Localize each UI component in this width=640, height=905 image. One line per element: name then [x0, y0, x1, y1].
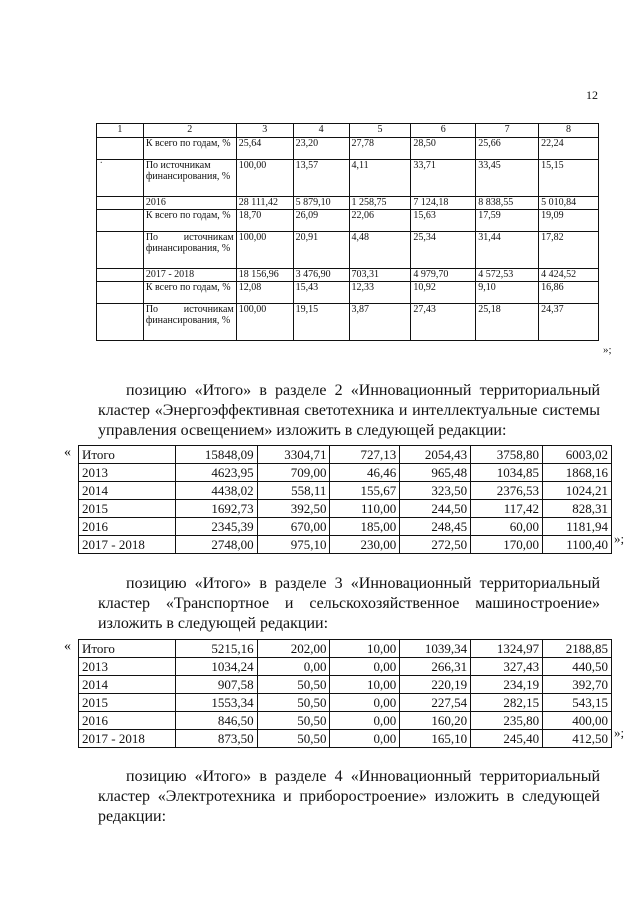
table-cell: 4438,02: [175, 482, 257, 500]
paragraph-text: позицию «Итого» в разделе 2 «Инновационный территориальный кластер «Энергоэффективная светотехника и интеллектуальные системы управления освещением» изложить в следующей редакции:: [98, 382, 600, 439]
table-cell: 0,00: [330, 730, 400, 748]
row-label: 2013: [79, 658, 176, 676]
table-cell: 16,86: [539, 282, 599, 304]
table-cell: 965,48: [400, 464, 471, 482]
table-cell: 12,08: [236, 282, 293, 304]
table-cell: 0,00: [257, 658, 330, 676]
table-cell: 272,50: [400, 536, 471, 554]
table-cell: 12,33: [349, 282, 411, 304]
table-cell: 100,00: [236, 232, 293, 269]
table-cell: 235,80: [471, 712, 543, 730]
table-row: [79, 676, 612, 694]
table-cell: 110,00: [330, 500, 400, 518]
table-cell: 28,50: [411, 138, 476, 160]
table-cell: 1868,16: [543, 464, 612, 482]
table-row: [97, 282, 599, 304]
table-cell: 323,50: [400, 482, 471, 500]
row-label: По источникам финансирования, %: [143, 160, 236, 197]
table-cell: 50,50: [257, 694, 330, 712]
row-label: К всего по годам, %: [143, 138, 236, 160]
table-row: [79, 500, 612, 518]
table-cell: 1034,24: [175, 658, 257, 676]
table-row: [79, 518, 612, 536]
table-cell: 4,48: [349, 232, 411, 269]
table-cell: 1039,34: [400, 640, 471, 658]
paragraph-section-3: [98, 574, 600, 634]
row-label: По источникам финансирования, %: [143, 232, 236, 269]
table-cell: 220,19: [400, 676, 471, 694]
table-cell: 2376,53: [471, 482, 543, 500]
table-cell: 1100,40: [543, 536, 612, 554]
table-cell: 392,50: [257, 500, 330, 518]
table-cell: 8 838,55: [476, 197, 539, 210]
table-row: [97, 232, 599, 269]
opening-quote-mark: «: [64, 445, 71, 460]
table-cell: 60,00: [471, 518, 543, 536]
header-cell: 4: [293, 124, 349, 138]
table-cell: 10,00: [330, 676, 400, 694]
table-cell: 907,58: [175, 676, 257, 694]
header-cell: 2: [143, 124, 236, 138]
table-cell: 20,91: [293, 232, 349, 269]
table-cell: 234,19: [471, 676, 543, 694]
table-cell: [97, 197, 144, 210]
row-label: 2014: [79, 482, 176, 500]
row-label: 2017 - 2018: [143, 269, 236, 282]
table-cell: 3304,71: [257, 446, 330, 464]
table-cell: 1553,34: [175, 694, 257, 712]
header-cell: 6: [411, 124, 476, 138]
section-2-totals-table: [78, 445, 612, 554]
header-cell: 8: [539, 124, 599, 138]
table-cell: 9,10: [476, 282, 539, 304]
table-cell: 558,11: [257, 482, 330, 500]
table-cell: 10,92: [411, 282, 476, 304]
table-row: [97, 269, 599, 282]
table-row: [79, 640, 612, 658]
table-cell: 100,00: [236, 304, 293, 341]
table-cell: 4 572,53: [476, 269, 539, 282]
table-cell: 17,82: [539, 232, 599, 269]
table-cell: [97, 269, 144, 282]
table-row: [79, 730, 612, 748]
closing-quote-mark: »;: [614, 725, 625, 740]
table-row: [97, 160, 599, 197]
table-cell: 4 979,70: [411, 269, 476, 282]
table-cell: 18 156,96: [236, 269, 293, 282]
table-cell: 25,34: [411, 232, 476, 269]
table-cell: 0,00: [330, 658, 400, 676]
header-cell: 7: [476, 124, 539, 138]
paragraph-section-4: [98, 767, 600, 827]
table-row: [79, 694, 612, 712]
table-cell: 1 258,75: [349, 197, 411, 210]
table-cell: 400,00: [543, 712, 612, 730]
table-cell: 165,10: [400, 730, 471, 748]
row-label: Итого: [79, 640, 176, 658]
table-cell: 5215,16: [175, 640, 257, 658]
table-cell: 2054,43: [400, 446, 471, 464]
table-cell: 33,45: [476, 160, 539, 197]
row-label: К всего по годам, %: [143, 210, 236, 232]
table-cell: [97, 282, 144, 304]
table-cell: 170,00: [471, 536, 543, 554]
table-cell: 227,54: [400, 694, 471, 712]
closing-quote-mark: »;: [603, 344, 612, 356]
table-cell: 2188,85: [543, 640, 612, 658]
table-cell: 5 879,10: [293, 197, 349, 210]
table-cell: 22,06: [349, 210, 411, 232]
table-cell: 31,44: [476, 232, 539, 269]
table-cell: 248,45: [400, 518, 471, 536]
table-row: [97, 304, 599, 341]
table-cell: [97, 160, 144, 197]
table-cell: [97, 304, 144, 341]
header-cell: 1: [97, 124, 144, 138]
table-cell: 25,18: [476, 304, 539, 341]
table-cell: 6003,02: [543, 446, 612, 464]
table-cell: 3,87: [349, 304, 411, 341]
scan-speck: .: [100, 155, 103, 166]
row-label: 2013: [79, 464, 176, 482]
table-row: [97, 138, 599, 160]
table-cell: 33,71: [411, 160, 476, 197]
table-cell: 117,42: [471, 500, 543, 518]
table-cell: 975,10: [257, 536, 330, 554]
table-cell: 327,43: [471, 658, 543, 676]
table-cell: 1324,97: [471, 640, 543, 658]
table-cell: 1692,73: [175, 500, 257, 518]
table-cell: 245,40: [471, 730, 543, 748]
table-cell: 19,09: [539, 210, 599, 232]
table-cell: 412,50: [543, 730, 612, 748]
table-row: [79, 446, 612, 464]
table-cell: 50,50: [257, 676, 330, 694]
table-cell: 22,24: [539, 138, 599, 160]
table-cell: 26,09: [293, 210, 349, 232]
table-cell: 392,70: [543, 676, 612, 694]
table-cell: 50,50: [257, 712, 330, 730]
table-header-row: [97, 124, 599, 138]
table-cell: 4,11: [349, 160, 411, 197]
table-cell: 1181,94: [543, 518, 612, 536]
paragraph-text: позицию «Итого» в разделе 4 «Инновационный территориальный кластер «Электротехника и приборостроение» изложить в следующей редакции:: [98, 768, 600, 825]
table-cell: 202,00: [257, 640, 330, 658]
table-cell: 5 010,84: [539, 197, 599, 210]
table-cell: 4623,95: [175, 464, 257, 482]
table-cell: 0,00: [330, 712, 400, 730]
row-label: 2017 - 2018: [79, 536, 176, 554]
table-cell: [97, 210, 144, 232]
header-cell: 3: [236, 124, 293, 138]
row-label: 2017 - 2018: [79, 730, 176, 748]
row-label: 2014: [79, 676, 176, 694]
table-cell: 0,00: [330, 694, 400, 712]
table-row: [79, 464, 612, 482]
table-cell: 46,46: [330, 464, 400, 482]
table-cell: 15,63: [411, 210, 476, 232]
table-cell: 440,50: [543, 658, 612, 676]
row-label: К всего по годам, %: [143, 282, 236, 304]
table-cell: 244,50: [400, 500, 471, 518]
table-cell: 25,66: [476, 138, 539, 160]
row-label: 2015: [79, 500, 176, 518]
row-label: 2016: [79, 518, 176, 536]
table-row: [79, 658, 612, 676]
table-cell: 23,20: [293, 138, 349, 160]
table-cell: 27,43: [411, 304, 476, 341]
table-cell: 543,15: [543, 694, 612, 712]
table-cell: 10,00: [330, 640, 400, 658]
table-cell: 2345,39: [175, 518, 257, 536]
table-row: [79, 536, 612, 554]
table-row: [97, 197, 599, 210]
table-cell: 670,00: [257, 518, 330, 536]
table-cell: 160,20: [400, 712, 471, 730]
table-cell: [97, 138, 144, 160]
table-cell: 1034,85: [471, 464, 543, 482]
table-cell: 27,78: [349, 138, 411, 160]
table-cell: 25,64: [236, 138, 293, 160]
row-label: 2016: [143, 197, 236, 210]
table-cell: 17,59: [476, 210, 539, 232]
section-3-totals-table: [78, 639, 612, 748]
table-cell: 3758,80: [471, 446, 543, 464]
table-cell: 185,00: [330, 518, 400, 536]
page-number: 12: [586, 88, 598, 102]
table-cell: 100,00: [236, 160, 293, 197]
opening-quote-mark: «: [64, 639, 71, 654]
row-label: 2015: [79, 694, 176, 712]
table-cell: 15,15: [539, 160, 599, 197]
table-cell: 709,00: [257, 464, 330, 482]
table-cell: 19,15: [293, 304, 349, 341]
table-cell: 155,67: [330, 482, 400, 500]
table-row: [97, 210, 599, 232]
table-cell: 3 476,90: [293, 269, 349, 282]
table-cell: 28 111,42: [236, 197, 293, 210]
table-cell: 828,31: [543, 500, 612, 518]
table-cell: 18,70: [236, 210, 293, 232]
continued-financing-table: [96, 123, 599, 341]
table-cell: [97, 232, 144, 269]
table-cell: 15848,09: [175, 446, 257, 464]
paragraph-text: позицию «Итого» в разделе 3 «Инновационный территориальный кластер «Транспортное и сельскохозяйственное машиностроение» изложить в следующей редакции:: [98, 575, 600, 632]
table-cell: 873,50: [175, 730, 257, 748]
paragraph-section-2: [98, 381, 600, 441]
table-row: [79, 482, 612, 500]
row-label: Итого: [79, 446, 176, 464]
table-cell: 15,43: [293, 282, 349, 304]
table-cell: 2748,00: [175, 536, 257, 554]
table-cell: 7 124,18: [411, 197, 476, 210]
table-cell: 13,57: [293, 160, 349, 197]
table-cell: 4 424,52: [539, 269, 599, 282]
row-label: 2016: [79, 712, 176, 730]
table-cell: 703,31: [349, 269, 411, 282]
closing-quote-mark: »;: [614, 531, 625, 546]
table-cell: 846,50: [175, 712, 257, 730]
table-cell: 266,31: [400, 658, 471, 676]
table-row: [79, 712, 612, 730]
table-cell: 727,13: [330, 446, 400, 464]
row-label: По источникам финансирования, %: [143, 304, 236, 341]
table-cell: 24,37: [539, 304, 599, 341]
table-cell: 282,15: [471, 694, 543, 712]
table-cell: 1024,21: [543, 482, 612, 500]
table-cell: 50,50: [257, 730, 330, 748]
header-cell: 5: [349, 124, 411, 138]
table-cell: 230,00: [330, 536, 400, 554]
